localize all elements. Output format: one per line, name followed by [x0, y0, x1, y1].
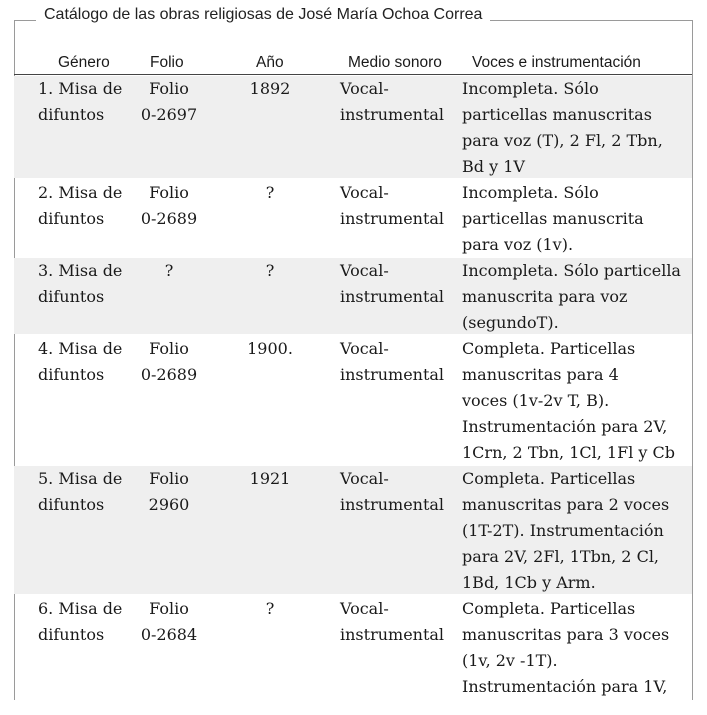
cell-genero: 2. Misa de difuntos: [38, 183, 123, 228]
cell-medio: Vocal- instrumental: [340, 183, 445, 228]
cell-anio: 1900.: [247, 339, 293, 358]
table-row: [14, 180, 692, 256]
cell-medio: Vocal- instrumental: [340, 79, 445, 124]
cell-anio: ?: [265, 261, 275, 280]
cell-anio: ?: [265, 183, 275, 202]
cell-genero: 4. Misa de difuntos: [38, 339, 123, 384]
table-frame-right: [692, 20, 693, 700]
cell-medio: Vocal- instrumental: [340, 599, 445, 644]
cell-anio: 1892: [249, 79, 291, 98]
cell-voces: Completa. Particellas manuscritas para 2 voces (1T-2T). Instrumentación para 2V, 2Fl, 1Tbn, 2 Cl, 1Bd, 1Cb y Arm.: [462, 469, 670, 592]
cell-voces: Completa. Particellas manuscritas para 4 voces (1v-2v T, B). Instrumentación para 2V, 1Crn, 2 Tbn, 1Cl, 1Fl y Cb: [462, 339, 676, 462]
cell-folio: Folio 0-2697: [140, 79, 198, 124]
header-anio: Año: [256, 54, 284, 71]
cell-anio: 1921: [249, 469, 291, 488]
cell-folio: Folio 0-2689: [140, 183, 198, 228]
table-header: [14, 52, 692, 74]
header-medio-sonoro: Medio sonoro: [348, 54, 442, 71]
table-row: [14, 596, 692, 700]
cell-voces: Incompleta. Sólo particellas manuscrita para voz (1v).: [462, 183, 644, 254]
header-rule: [14, 74, 692, 75]
cell-voces: Completa. Particellas manuscritas para 3 voces (1v, 2v -1T). Instrumentación para 1V,: [462, 599, 670, 696]
header-voces: Voces e instrumentación: [472, 54, 641, 71]
cell-anio: ?: [265, 599, 275, 618]
cell-folio: Folio 0-2684: [140, 599, 198, 644]
table-row: [14, 336, 692, 464]
table-caption: Catálogo de las obras religiosas de José María Ochoa Correa: [36, 4, 490, 26]
cell-folio: ?: [164, 261, 174, 280]
cell-folio: Folio 0-2689: [140, 339, 198, 384]
cell-voces: Incompleta. Sólo particella manuscrita para voz (segundoT).: [462, 261, 681, 332]
table-row: [14, 466, 692, 594]
header-genero: Género: [58, 54, 110, 71]
table-row: [14, 258, 692, 334]
cell-genero: 5. Misa de difuntos: [38, 469, 123, 514]
cell-genero: 1. Misa de difuntos: [38, 79, 123, 124]
cell-folio: Folio 2960: [148, 469, 190, 514]
header-folio: Folio: [150, 54, 184, 71]
cell-genero: 6. Misa de difuntos: [38, 599, 123, 644]
cell-medio: Vocal- instrumental: [340, 261, 445, 306]
table-row: [14, 76, 692, 178]
cell-medio: Vocal- instrumental: [340, 469, 445, 514]
cell-genero: 3. Misa de difuntos: [38, 261, 123, 306]
cell-medio: Vocal- instrumental: [340, 339, 445, 384]
cell-voces: Incompleta. Sólo particellas manuscritas para voz (T), 2 Fl, 2 Tbn, Bd y 1V: [462, 79, 663, 176]
